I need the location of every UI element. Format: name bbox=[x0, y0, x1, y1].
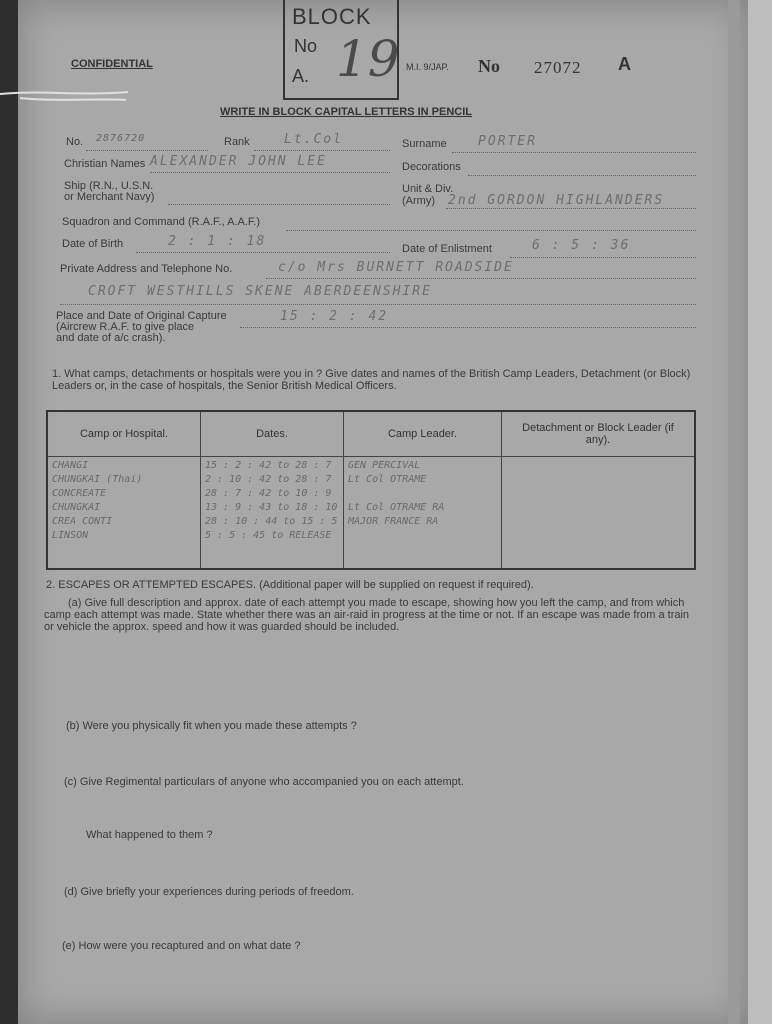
col-camp-leader: Camp Leader. bbox=[344, 411, 502, 457]
enlistment-label: Date of Enlistment bbox=[402, 243, 492, 255]
capture-label-line3: and date of a/c crash). bbox=[56, 332, 166, 344]
section2-c: (c) Give Regimental particulars of anyone who accompanied you on each attempt. bbox=[64, 776, 464, 788]
camp-entry: CHANGI bbox=[52, 460, 89, 471]
date-entry: 2 : 10 : 42 to 28 : 7 bbox=[205, 474, 332, 485]
camps-cell bbox=[47, 457, 201, 570]
block-word: BLOCK bbox=[292, 4, 372, 29]
leader-entry: Lt Col OTRAME RA bbox=[348, 502, 445, 513]
block-no: No bbox=[294, 36, 318, 56]
christian-names-label: Christian Names bbox=[64, 158, 146, 170]
number-label: No bbox=[478, 56, 500, 76]
christian-names-value: ALEXANDER JOHN LEE bbox=[150, 154, 327, 169]
ship-label-line2: or Merchant Navy) bbox=[64, 191, 155, 203]
camp-entry: CONCREATE bbox=[52, 488, 107, 499]
instruction-heading: WRITE IN BLOCK CAPITAL LETTERS IN PENCIL bbox=[220, 106, 472, 118]
date-entry: 15 : 2 : 42 to 28 : 7 bbox=[205, 460, 332, 471]
block-number: 19 bbox=[336, 30, 400, 88]
dob-value: 2 : 1 : 18 bbox=[168, 234, 267, 249]
squadron-label: Squadron and Command (R.A.F., A.A.F.) bbox=[62, 216, 261, 228]
camps-table bbox=[46, 410, 696, 570]
serial-suffix: A bbox=[618, 54, 631, 74]
leader-entry: MAJOR FRANCE RA bbox=[348, 516, 439, 527]
capture-value: 15 : 2 : 42 bbox=[280, 309, 389, 324]
binder-edge bbox=[0, 0, 18, 1024]
detachment-cell bbox=[502, 457, 696, 570]
surname-value: PORTER bbox=[478, 134, 537, 149]
col-detachment-leader: Detachment or Block Leader (if any). bbox=[502, 411, 696, 457]
section2-d: (d) Give briefly your experiences during periods of freedom. bbox=[64, 886, 354, 898]
section2-b: (b) Were you physically fit when you made these attempts ? bbox=[66, 720, 357, 732]
block-letter: A. bbox=[292, 66, 310, 86]
next-page-edge bbox=[748, 0, 772, 1024]
page-edge-shadow bbox=[728, 0, 740, 1024]
rank-label: Rank bbox=[224, 136, 250, 148]
address-value-line1: c/o Mrs BURNETT ROADSIDE bbox=[278, 260, 514, 275]
leader-entry bbox=[348, 487, 497, 501]
capture-label-line2: (Aircrew R.A.F. to give place bbox=[56, 321, 195, 333]
serial-number: 27072 bbox=[534, 58, 582, 77]
ship-label-line1: Ship (R.N., U.S.N. bbox=[64, 180, 154, 192]
date-entry: 13 : 9 : 43 to 18 : 10 bbox=[205, 502, 338, 513]
no-value: 2876720 bbox=[96, 133, 146, 144]
address-label: Private Address and Telephone No. bbox=[60, 263, 233, 275]
section2-heading: 2. ESCAPES OR ATTEMPTED ESCAPES. (Additional paper will be supplied on request if required). bbox=[46, 579, 534, 591]
no-label: No. bbox=[66, 136, 84, 148]
col-camp: Camp or Hospital. bbox=[47, 411, 201, 457]
leader-cell bbox=[344, 457, 502, 570]
binding-string bbox=[0, 80, 140, 120]
form-reference: M.I. 9/JAP. bbox=[406, 62, 449, 72]
camp-entry: CHUNGKAI bbox=[52, 502, 101, 513]
section2-e: (e) How were you recaptured and on what date ? bbox=[62, 940, 301, 952]
surname-label: Surname bbox=[402, 138, 447, 150]
dob-label: Date of Birth bbox=[62, 238, 124, 250]
rank-value: Lt.Col bbox=[284, 132, 343, 147]
date-entry: 28 : 7 : 42 to 10 : 9 bbox=[205, 488, 332, 499]
col-dates: Dates. bbox=[201, 411, 344, 457]
leader-entry bbox=[348, 529, 497, 543]
leader-entry: Lt Col OTRAME bbox=[348, 474, 427, 485]
enlistment-value: 6 : 5 : 36 bbox=[532, 238, 631, 253]
unit-label-line2: (Army) bbox=[402, 195, 435, 207]
date-entry: 5 : 5 : 45 to RELEASE bbox=[205, 530, 332, 541]
section2-a: (a) Give full description and approx. date of each attempt you made to escape, showing how you left the camp, and from which camp each attempt was made. State whether there was an air-raid in progress at the time or not. If an escape was made from a train or vehicle the approx. speed and how it was guarded should be included. bbox=[44, 597, 690, 633]
section1-question: 1. What camps, detachments or hospitals were you in ? Give dates and names of the British Camp Leaders, Detachment (or Block) Leaders or, in the case of hospitals, the Senior British Medical Officers. bbox=[52, 368, 691, 392]
camp-entry: CREA CONTI bbox=[52, 516, 113, 527]
date-entry: 28 : 10 : 44 to 15 : 5 bbox=[205, 516, 338, 527]
address-value-line2: CROFT WESTHILLS SKENE ABERDEENSHIRE bbox=[88, 284, 432, 299]
dates-cell bbox=[201, 457, 344, 570]
camp-entry: LINSON bbox=[52, 530, 89, 541]
unit-value: 2nd GORDON HIGHLANDERS bbox=[448, 193, 665, 208]
unit-label-line1: Unit & Div. bbox=[402, 183, 454, 195]
decorations-label: Decorations bbox=[402, 161, 461, 173]
camp-entry: CHUNGKAI (Thai) bbox=[52, 474, 143, 485]
confidential-label: CONFIDENTIAL bbox=[71, 58, 153, 70]
capture-label-line1: Place and Date of Original Capture bbox=[56, 310, 227, 322]
leader-entry: GEN PERCIVAL bbox=[348, 460, 421, 471]
section2-c2: What happened to them ? bbox=[86, 829, 213, 841]
